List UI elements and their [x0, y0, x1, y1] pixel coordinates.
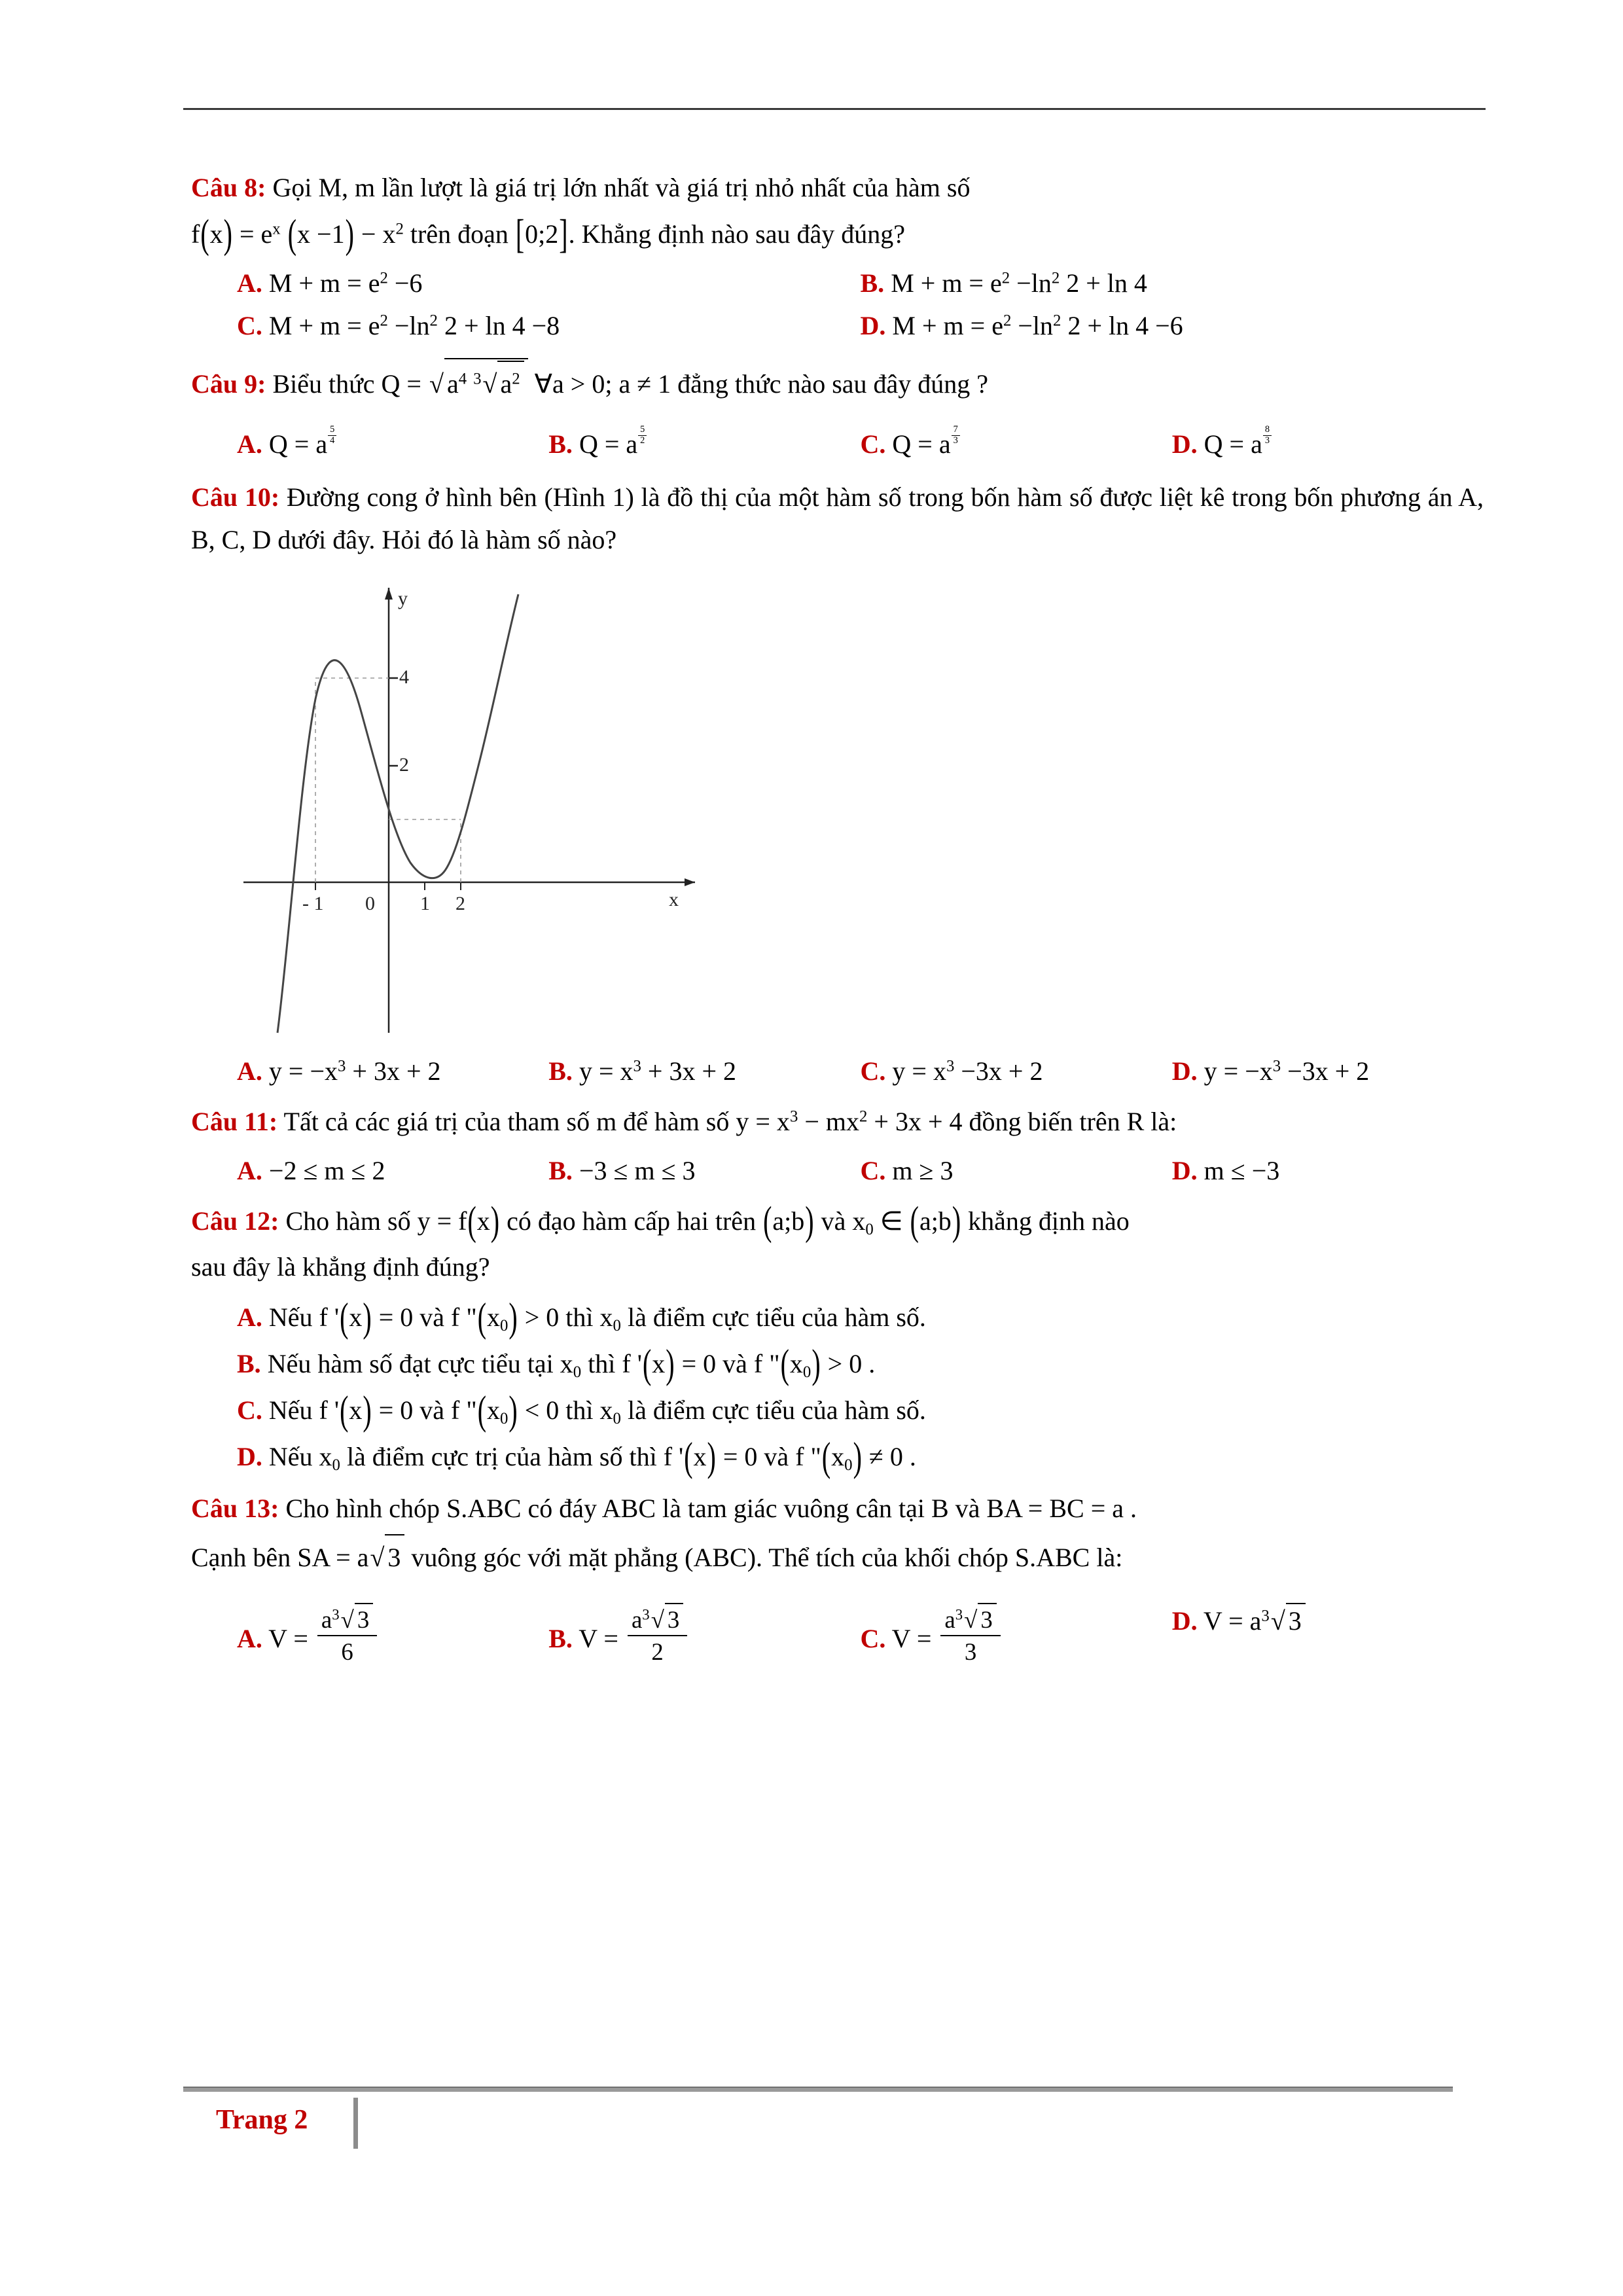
question-13-options — [191, 1603, 1484, 1666]
svg-text:4: 4 — [399, 666, 409, 688]
option-text: m ≤ −3 — [1204, 1155, 1280, 1185]
option-text: $y = -x^3 -3x + 2$ — [1204, 1056, 1370, 1086]
question-9 — [191, 358, 1484, 406]
question-13-stem-line2 — [191, 1534, 1484, 1579]
question-11-stem-post: đồng biến trên R là: — [969, 1106, 1177, 1136]
question-8-options-row2 — [191, 310, 1484, 341]
question-8-stem: Gọi M, m lần lượt là giá trị lớn nhất và giá trị nhỏ nhất của hàm số — [272, 173, 971, 202]
question-9-options — [191, 425, 1484, 459]
option-text: Q = a $^{\frac{8}{3}}$ — [1204, 429, 1272, 459]
option-letter: A. — [237, 1155, 262, 1185]
question-8-function: $f(x) = e^x$ $(x -1) - x^2$ — [191, 210, 404, 257]
question-8-interval: [0;2] — [515, 210, 568, 257]
question-8-option-a[interactable] — [237, 268, 861, 298]
option-text: $y = x^3 + 3x + 2$ — [579, 1056, 737, 1086]
question-10-option-a[interactable] — [237, 1056, 548, 1086]
option-text: m ≥ 3 — [892, 1155, 954, 1185]
option-text: $M + m = e^2 -6$ — [268, 268, 423, 298]
question-13-option-b[interactable] — [548, 1603, 860, 1666]
option-letter: C. — [860, 429, 886, 459]
question-13-stem-line2-pre: Cạnh bên — [191, 1543, 291, 1573]
question-8-option-c[interactable] — [237, 310, 861, 341]
question-12-option-d[interactable] — [191, 1433, 1484, 1480]
option-letter: C. — [860, 1623, 886, 1653]
option-letter: D. — [860, 310, 886, 340]
option-text: V = $\frac{a^3√ 3}{2}$ — [579, 1624, 690, 1653]
question-12-interval: (a;b) — [763, 1197, 814, 1244]
question-11 — [191, 1101, 1484, 1143]
question-9-expression: Q = √ $a^4$ $^3$√ $a^2$ ∀a > 0; a ≠ 1 — [382, 369, 678, 399]
cubic-graph — [237, 575, 813, 1046]
question-8-stem-tail: trên đoạn — [410, 219, 508, 249]
option-letter: C. — [237, 310, 262, 340]
svg-text:2: 2 — [399, 753, 409, 776]
question-12-point: $x_0$ ∈ (a;b) — [852, 1197, 961, 1244]
svg-text:1: 1 — [420, 892, 430, 914]
question-8-options-row1 — [191, 268, 1484, 298]
option-letter: D. — [1171, 1155, 1198, 1185]
question-12 — [191, 1197, 1484, 1244]
question-8-stem-line2 — [191, 210, 1484, 257]
question-12-stem-post: khẳng định nào — [968, 1206, 1130, 1236]
footer-label: Trang — [216, 2105, 287, 2135]
option-letter: B. — [237, 1349, 261, 1379]
option-letter: A. — [237, 268, 262, 298]
option-letter: B. — [860, 268, 885, 298]
option-text: V = $\frac{a^3√ 3}{3}$ — [892, 1624, 1003, 1653]
option-letter: D. — [1171, 429, 1198, 459]
option-text: $M + m = e^2 -\ln^2$ 2 + ln 4 −6 — [892, 310, 1183, 340]
question-13-option-a[interactable] — [237, 1603, 548, 1666]
question-12-stem-line2-text: sau đây là khẳng định đúng? — [191, 1252, 490, 1282]
option-text: Nếu f '(x) = 0 và f "$(x_0) > 0$ thì $x_0$ là điểm cực tiểu của hàm số. — [268, 1294, 926, 1340]
question-11-options — [191, 1155, 1484, 1186]
question-13-stem-line2-post: vuông góc với mặt phẳng (ABC). Thể tích của khối chóp S.ABC là: — [411, 1543, 1123, 1573]
option-letter: A. — [237, 1302, 262, 1333]
question-12-stem-mid: có đạo hàm cấp hai trên — [507, 1206, 757, 1236]
question-12-function: y = f(x) — [417, 1197, 500, 1244]
option-text: Q = a $^{\frac{5}{4}}$ — [269, 429, 337, 459]
question-13-option-d[interactable] — [1172, 1603, 1484, 1666]
question-13-label: Câu 13: — [191, 1494, 279, 1524]
question-11-option-d[interactable] — [1172, 1155, 1484, 1186]
question-8-stem-tail2: . Khẳng định nào sau đây đúng? — [568, 219, 905, 249]
question-11-function: $y = x^3 - mx^2 + 3x + 4$ — [736, 1106, 963, 1136]
svg-text:x: x — [669, 888, 679, 910]
question-12-stem-pre: Cho hàm số — [285, 1206, 411, 1236]
question-12-option-b[interactable] — [191, 1340, 1484, 1387]
option-letter: A. — [237, 1056, 262, 1086]
question-10 — [191, 476, 1484, 562]
question-8-option-d[interactable] — [861, 310, 1484, 341]
question-9-label: Câu 9: — [191, 368, 266, 399]
option-letter: B. — [548, 1056, 573, 1086]
option-text: $M + m = e^2 -\ln^2$ 2 + ln 4 — [891, 268, 1147, 298]
option-letter: A. — [237, 1623, 262, 1653]
question-9-option-c[interactable] — [861, 425, 1172, 459]
option-text: −2 ≤ m ≤ 2 — [268, 1155, 385, 1185]
question-10-label: Câu 10: — [191, 482, 280, 512]
question-11-label: Câu 11: — [191, 1106, 278, 1136]
question-12-label: Câu 12: — [191, 1206, 279, 1236]
option-text: Nếu f '(x) = 0 và f "$(x_0) < 0$ thì $x_0$ là điểm cực tiểu của hàm số. — [268, 1387, 926, 1433]
option-text: $M + m = e^2 -\ln^2$ 2 + ln 4 −8 — [268, 310, 560, 340]
header-divider — [183, 108, 1486, 110]
question-8-option-b[interactable] — [861, 268, 1484, 298]
question-12-stem-mid2: và — [821, 1206, 846, 1236]
option-letter: A. — [237, 429, 262, 459]
question-9-stem-pre: Biểu thức — [272, 368, 375, 399]
question-10-figure — [237, 575, 1484, 1049]
question-12-option-a[interactable] — [191, 1294, 1484, 1340]
option-letter: B. — [548, 429, 573, 459]
option-letter: C. — [860, 1155, 886, 1185]
document-content — [191, 167, 1484, 1672]
option-text: Nếu $x_0$ là điểm cực trị của hàm số thì f '(x) = 0 và f "$(x_0) \ne 0$ . — [268, 1433, 916, 1480]
option-text: $V = a^3√$ 3 — [1204, 1606, 1306, 1636]
footer-accent-bar — [353, 2098, 358, 2149]
question-13 — [191, 1488, 1484, 1530]
question-11-option-c[interactable] — [861, 1155, 1172, 1186]
option-letter: B. — [548, 1623, 573, 1653]
question-11-option-a[interactable] — [237, 1155, 548, 1186]
question-10-option-c[interactable] — [861, 1056, 1172, 1086]
svg-text:- 1: - 1 — [302, 892, 324, 914]
question-12-option-c[interactable] — [191, 1387, 1484, 1433]
option-text: −3 ≤ m ≤ 3 — [579, 1155, 696, 1185]
option-text: $y = -x^3 + 3x + 2$ — [268, 1056, 441, 1086]
footer-divider — [183, 2087, 1453, 2092]
option-text: Q = a $^{\frac{5}{2}}$ — [579, 429, 647, 459]
option-letter: D. — [1171, 1056, 1198, 1086]
option-text: V = $\frac{a^3√ 3}{6}$ — [268, 1624, 380, 1653]
svg-text:2: 2 — [455, 892, 465, 914]
option-letter: B. — [548, 1155, 573, 1185]
option-text: Nếu hàm số đạt cực tiểu tại $x_0$ thì f '(x) = 0 và f "$(x_0) > 0$ . — [267, 1340, 876, 1387]
option-text: $y = x^3 -3x + 2$ — [892, 1056, 1043, 1086]
question-9-option-a[interactable] — [237, 425, 548, 459]
question-13-option-c[interactable] — [861, 1603, 1172, 1666]
footer-page-number: 2 — [294, 2105, 308, 2135]
question-12-stem-line2 — [191, 1246, 1484, 1289]
question-9-stem-post: đẳng thức nào sau đây đúng ? — [677, 368, 989, 399]
question-9-option-b[interactable] — [548, 425, 860, 459]
option-letter: C. — [237, 1395, 262, 1426]
option-text: Q = a $^{\frac{7}{3}}$ — [892, 429, 960, 459]
option-letter: D. — [1171, 1605, 1198, 1636]
question-11-stem-pre: Tất cả các giá trị của tham số m để hàm số — [283, 1106, 730, 1136]
question-11-option-b[interactable] — [548, 1155, 860, 1186]
question-9-option-d[interactable] — [1172, 425, 1484, 459]
option-letter: D. — [237, 1442, 262, 1472]
question-13-edge: SA = a√ 3 — [297, 1543, 404, 1572]
question-8 — [191, 167, 1484, 209]
question-10-option-d[interactable] — [1172, 1056, 1484, 1086]
option-letter: C. — [860, 1056, 886, 1086]
question-10-stem: Đường cong ở hình bên (Hình 1) là đồ thị của một hàm số trong bốn hàm số được liệt kê trong bốn phương án A, B, C, D dưới đây. Hỏi đó là hàm số nào? — [191, 482, 1484, 555]
question-10-options — [191, 1056, 1484, 1086]
question-8-label: Câu 8: — [191, 173, 266, 202]
question-13-stem-line1: Cho hình chóp S.ABC có đáy ABC là tam giác vuông cân tại B và BA = BC = a . — [285, 1494, 1137, 1524]
svg-text:0: 0 — [365, 892, 375, 914]
question-10-option-b[interactable] — [548, 1056, 860, 1086]
page-footer — [216, 2104, 308, 2136]
svg-text:y: y — [398, 587, 408, 609]
